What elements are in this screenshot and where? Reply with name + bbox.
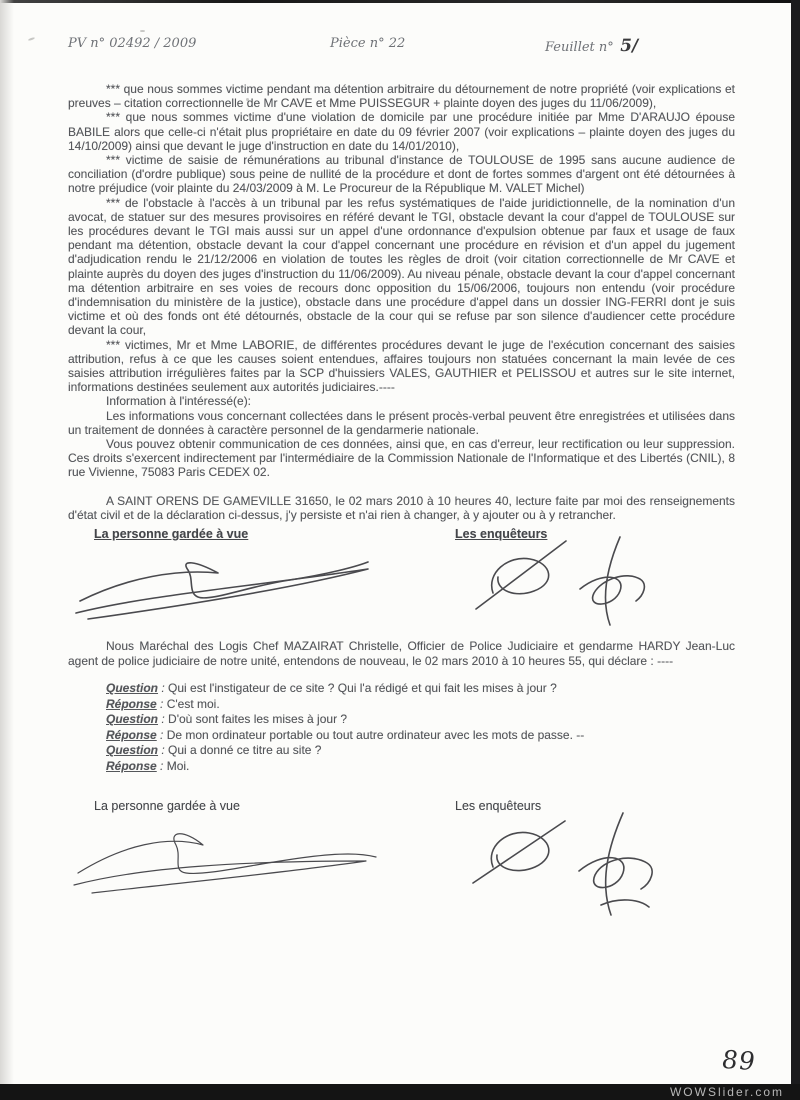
qa-text: Qui a donné ce titre au site ? (168, 743, 322, 758)
paragraph-nouvelle-audition: Nous Maréchal des Logis Chef MAZAIRAT Christelle, Officier de Police Judiciaire et gendarme HARDY Jean-Luc agent de police judiciaire de notre unité, entendons de nouveau, le 02 mars 2010 à 10 heures 55, qui déclare : ---- (68, 639, 735, 669)
qa-label: Question (106, 681, 159, 696)
qa-text: C'est moi. (166, 696, 220, 711)
qa-text: Qui est l'instigateur de ce site ? Qui l'a rédigé et qui fait les mises à jour ? (168, 681, 557, 696)
signature-block-2 (68, 799, 735, 927)
paragraph-victimes-laborie: *** victimes, Mr et Mme LABORIE, de différentes procédures devant le juge de l'exécution concernant des saisies attribution, refus à ce que les causes soient entendues, affaires toujours non statuées concernant la main levée de ces saisies attribution irrégulières faites par la SCP d'huissiers VALES, GAUTHIER et PELISSOU et autres sur le site internet, informations destinées seulement aux autorités judiciaires.---- (68, 337, 735, 395)
qa-label: Réponse (106, 696, 157, 711)
scan-edge-right (791, 0, 800, 1100)
feuillet-handwritten-number: 5/ (618, 36, 640, 56)
scan-edge-left (0, 0, 14, 1084)
qa-question-2: Question : D'où sont faites les mises à jour ? (106, 712, 348, 727)
qa-label: Question (106, 743, 159, 758)
qa-text: Moi. (166, 759, 190, 774)
qa-label: Question (106, 712, 159, 727)
scan-edge-top (0, 0, 791, 3)
feuillet-label: Feuillet n° (545, 40, 614, 55)
watermark-text: WOWSlider.com (669, 1085, 784, 1099)
signature-block-1 (68, 527, 735, 631)
paragraph-information-interesse: Information à l'intéressé(e): (106, 394, 252, 409)
question-reponse-list (106, 681, 735, 775)
label-les-enqueteurs: Les enquêteurs (455, 798, 542, 813)
paragraph-obstacle-tribunal: *** de l'obstacle à l'accès à un tribunal par les refus systématiques de l'aide juridictionnelle, de la nomination d'un avocat, de statuer sur des mesures provisoires en référé devant le TGI, obstacle devant la cour d'appel de TOULOUSE sur les procédures devant le TGI mais aussi sur un appel d'une ordonnance d'expulsion obtenue par faux et usage de faux pendant ma détention, obstacle devant la cour d'appel concernant une procédure en révision et d'un appel du jugement d'adjudication rendu le 21/12/2006 en violation de toutes les règles de droit (voir citation correctionnelle de Mr CAVE et plainte auprès du doyen des juges d'instruction du 11/06/2009). Au niveau pénale, obstacle devant la cour d'appel concernant ma détention arbitraire en ses voies de recours donc opposition du 15/06/2006, toujours non entendu (voir procédure d'indemnisation du ministère de la justice), obstacle dans une procédure d'appel dans un dossier ING-FERRI dont je suis victime et où des fonds ont été détournés, obstacle de la cour qui se refuse par son silence d'audiencer cette procédure devant la cour, (68, 195, 735, 338)
pv-number: PV n° 02492 / 2009 (68, 36, 197, 51)
qa-text: De mon ordinateur portable ou tout autre ordinateur avec les mots de passe. -- (166, 727, 585, 742)
paragraph-cloture-lecture: A SAINT ORENS DE GAMEVILLE 31650, le 02 mars 2010 à 10 heures 40, lecture faite par moi des renseignements d'état civil et de la déclaration ci-dessus, j'y persiste et n'ai rien à changer, à y ajouter ou à y retrancher. (68, 493, 735, 522)
label-personne-gardee-a-vue: La personne gardée à vue (94, 798, 240, 813)
signature-enqueteurs-2 (463, 809, 683, 921)
label-les-enqueteurs: Les enquêteurs (455, 527, 548, 542)
piece-number: Pièce n° 22 (330, 36, 406, 51)
document-header (68, 36, 735, 58)
qa-label: Réponse (106, 727, 157, 742)
paragraph-saisie-remunerations: *** victime de saisie de rémunérations au tribunal d'instance de TOULOUSE de 1995 sans aucune audience de conciliation (d'ordre publique) sous peine de nullité de la procédure et dont de fortes sommes d'argent ont été détournées à notre préjudice (voir plainte du 24/03/2009 à M. Le Procureur de la République M. VALET Michel) (68, 153, 735, 196)
scan-noise (140, 30, 145, 32)
signature-garde-a-vue-2 (68, 821, 388, 911)
scan-bottom-edge (0, 1084, 800, 1100)
deposition-text (68, 82, 735, 522)
paragraph-violation-domicile: *** que nous sommes victime d'une violation de domicile par une procédure initiée par Mme D'ARAUJO épouse BABILE alors que celle-ci n'était plus propriétaire en date du 09 février 2007 (voir explications – plainte doyen des juges du 14/10/2009) ainsi que devant le juge d'instruction en date du 14/01/2010), (68, 110, 735, 153)
feuillet-number (545, 36, 638, 56)
qa-label: Réponse (106, 759, 157, 774)
scan-noise (28, 37, 35, 41)
paragraph-donnees-gendarmerie: Les informations vous concernant collectées dans le présent procès-verbal peuvent être enregistrées et utilisées dans un traitement de données à caractère personnel de la gendarmerie nationale. (68, 408, 735, 437)
qa-reponse-3: Réponse : Moi. (106, 759, 190, 774)
paragraph-cnil: Vous pouvez obtenir communication de ces données, ainsi que, en cas d'erreur, leur rectification ou leur suppression. Ces droits s'exercent indirectement par l'intermédiaire de la Commission Nationale de l'Informatique et des Libertés (CNIL), 8 rue Vivienne, 75083 Paris CEDEX 02. (68, 437, 735, 480)
qa-question-1: Question : Qui est l'instigateur de ce site ? Qui l'a rédigé et qui fait les mises à jour ? (106, 681, 557, 696)
label-personne-gardee-a-vue: La personne gardée à vue (94, 527, 249, 542)
qa-question-3: Question : Qui a donné ce titre au site ? (106, 743, 322, 758)
paragraph-propriete: *** que nous sommes victime pendant ma détention arbitraire du détournement de notre propriété (voir explications et preuves – citation correctionnelle de Mr CAVE et Mme PUISSEGUR + plainte doyen des juges du 11/06/2009), (68, 82, 735, 111)
signature-garde-a-vue-1 (68, 543, 378, 625)
handwritten-page-number: 89 (719, 1044, 759, 1077)
qa-text: D'où sont faites les mises à jour ? (168, 712, 348, 727)
qa-reponse-2: Réponse : De mon ordinateur portable ou tout autre ordinateur avec les mots de passe. -- (106, 727, 585, 742)
signature-enqueteurs-1 (468, 531, 678, 631)
qa-reponse-1: Réponse : C'est moi. (106, 696, 220, 711)
document-body (68, 36, 735, 927)
